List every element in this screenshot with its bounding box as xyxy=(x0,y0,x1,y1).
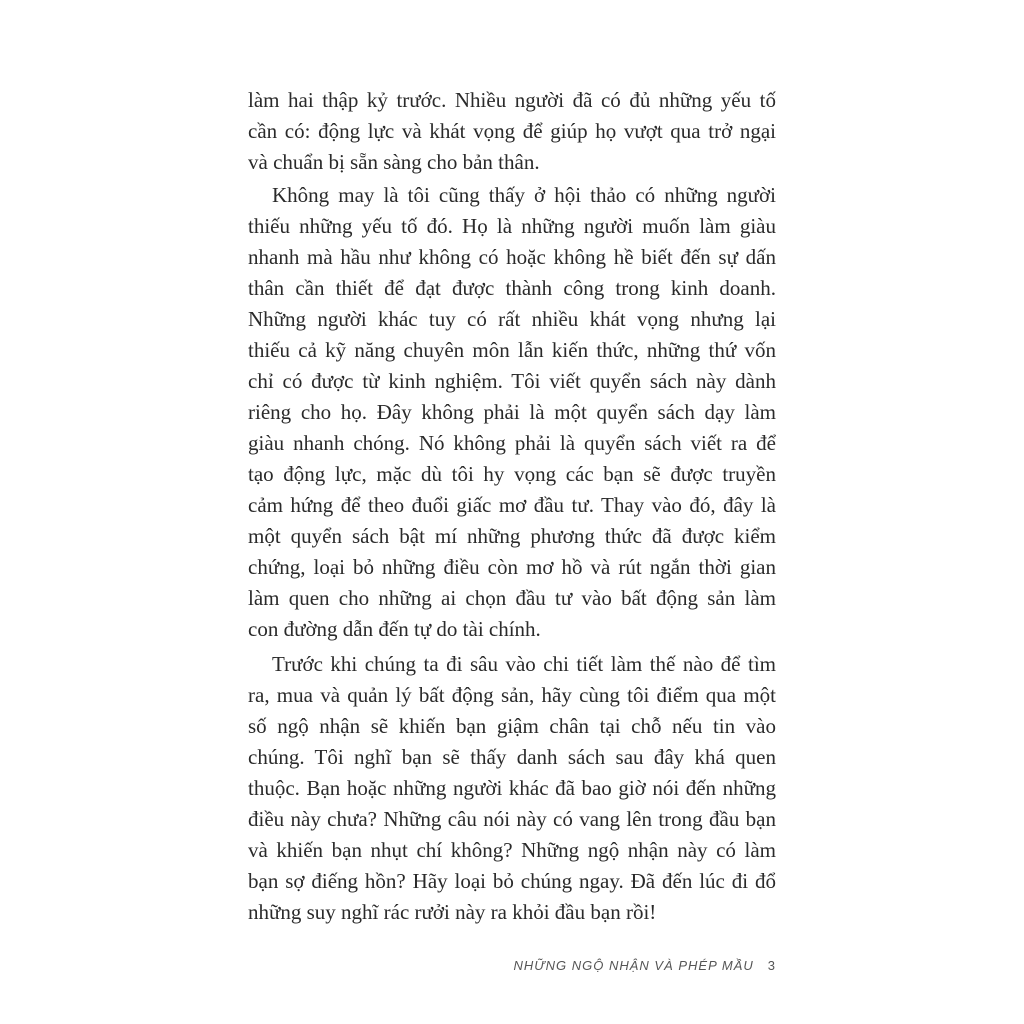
text-line: ra, mua và quản lý bất động sản, hãy cùng tôi điểm qua một xyxy=(248,683,776,707)
text-line: làm hai thập kỷ trước. Nhiều người đã có đủ những yếu tố xyxy=(248,88,776,112)
text-line: thân cần thiết để đạt được thành công trong kinh doanh. xyxy=(248,276,776,300)
text-line: Những người khác tuy có rất nhiều khát vọng nhưng lại xyxy=(248,307,776,331)
text-line: chúng. Tôi nghĩ bạn sẽ thấy danh sách sau đây khá quen xyxy=(248,745,776,769)
text-line: nhanh mà hầu như không có hoặc không hề biết đến sự dấn xyxy=(248,245,776,269)
page-number: 3 xyxy=(767,958,776,973)
text-line: thuộc. Bạn hoặc những người khác đã bao giờ nói đến những xyxy=(248,776,776,800)
text-line: và chuẩn bị sẵn sàng cho bản thân. xyxy=(248,150,540,174)
text-line: điều này chưa? Những câu nói này có vang lên trong đầu bạn xyxy=(248,807,776,831)
text-line: thiếu những yếu tố đó. Họ là những người muốn làm giàu xyxy=(248,214,776,238)
text-line: chứng, loại bỏ những điều còn mơ hồ và rút ngắn thời gian xyxy=(248,555,776,579)
text-line: riêng cho họ. Đây không phải là một quyển sách dạy làm xyxy=(248,400,776,424)
page-footer xyxy=(514,958,776,973)
text-line: số ngộ nhận sẽ khiến bạn giậm chân tại chỗ nếu tin vào xyxy=(248,714,776,738)
text-line: bạn sợ điếng hồn? Hãy loại bỏ chúng ngay. Đã đến lúc đi đổ xyxy=(248,869,776,893)
text-line: tạo động lực, mặc dù tôi hy vọng các bạn sẽ được truyền xyxy=(248,462,776,486)
text-line: chỉ có được từ kinh nghiệm. Tôi viết quyển sách này dành xyxy=(248,369,776,393)
text-line: một quyển sách bật mí những phương thức đã được kiểm xyxy=(248,524,776,548)
running-title: NHỮNG NGỘ NHẬN VÀ PHÉP MẦU xyxy=(513,958,754,973)
text-line: giàu nhanh chóng. Nó không phải là quyển sách viết ra để xyxy=(248,431,776,455)
text-line: thiếu cả kỹ năng chuyên môn lẫn kiến thức, những thứ vốn xyxy=(248,338,776,362)
text-line: cảm hứng để theo đuổi giấc mơ đầu tư. Thay vào đó, đây là xyxy=(248,493,776,517)
text-line: cần có: động lực và khát vọng để giúp họ vượt qua trở ngại xyxy=(248,119,776,143)
text-line: và khiến bạn nhụt chí không? Những ngộ nhận này có làm xyxy=(248,838,776,862)
text-line: Không may là tôi cũng thấy ở hội thảo có những người xyxy=(272,183,776,207)
text-line: làm quen cho những ai chọn đầu tư vào bất động sản làm xyxy=(248,586,776,610)
text-line: con đường dẫn đến tự do tài chính. xyxy=(248,617,541,641)
text-line: những suy nghĩ rác rưởi này ra khỏi đầu bạn rồi! xyxy=(248,900,657,924)
text-line: Trước khi chúng ta đi sâu vào chi tiết làm thế nào để tìm xyxy=(272,652,776,676)
